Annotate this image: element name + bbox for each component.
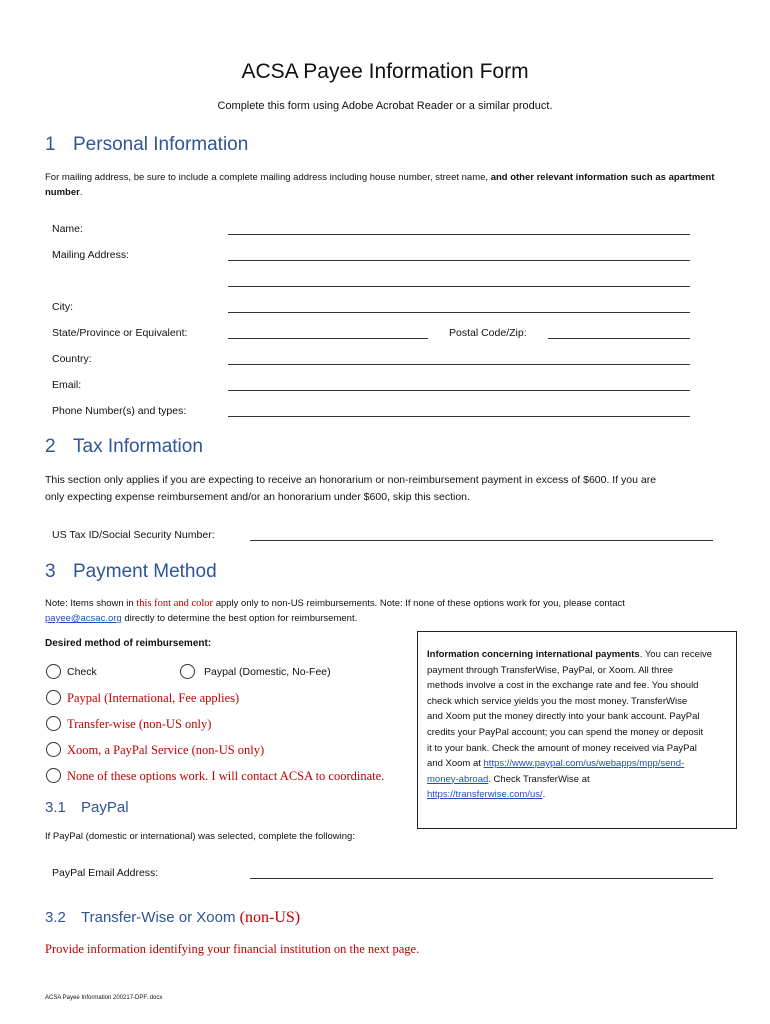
mailing-address-field-2[interactable] [228, 286, 690, 287]
section-1-heading [45, 134, 248, 156]
desired-method-label: Desired method of reimbursement: [45, 638, 212, 649]
city-field[interactable] [228, 312, 690, 313]
payee-email-link[interactable]: payee@acsac.org [45, 613, 122, 624]
section-2-intro: This section only applies if you are expecting to receive an honorarium or non-reimbursement payment in excess of $600. If you are only expecting expense reimbursement and/or an honorarium under $600, skip this section. [45, 474, 657, 503]
section-2-number: 2 [45, 436, 56, 457]
section-3-heading [45, 561, 217, 583]
paypal-email-label: PayPal Email Address: [52, 867, 159, 879]
country-label: Country: [52, 353, 92, 365]
section-3-2-non-us: (non-US) [239, 909, 301, 926]
postal-code-field[interactable] [548, 338, 690, 339]
paypal-domestic-label: Paypal (Domestic, No-Fee) [204, 666, 331, 678]
name-field[interactable] [228, 234, 690, 235]
country-field[interactable] [228, 364, 690, 365]
section-3-1-title: PayPal [81, 799, 129, 816]
section-1-title: Personal Information [73, 134, 249, 155]
none-label: None of these options work. I will contact ACSA to coordinate. [67, 769, 385, 783]
phone-label: Phone Number(s) and types: [52, 405, 187, 417]
transferwise-radio[interactable] [46, 716, 61, 731]
ssn-label: US Tax ID/Social Security Number: [52, 529, 215, 541]
section-1-number: 1 [45, 134, 56, 155]
page-title: ACSA Payee Information Form [241, 60, 529, 83]
section-3-title: Payment Method [73, 561, 217, 582]
section-3-1-heading [45, 799, 129, 816]
mailing-address-field-1[interactable] [228, 260, 690, 261]
email-label: Email: [52, 379, 82, 391]
check-label: Check [67, 666, 97, 678]
paypal-send-money-link-1[interactable]: https://www.paypal.com/us/webapps/mpp/send- [483, 758, 685, 770]
mailing-address-label: Mailing Address: [52, 249, 130, 261]
section-3-note: Note: Items shown in this font and color apply only to non-US reimbursements. Note: If none of these options work for you, please contact payee@acsac.org directly to determine the best option for reimbursement. [45, 598, 625, 624]
name-label: Name: [52, 223, 83, 235]
paypal-domestic-radio[interactable] [180, 664, 195, 679]
section-3-2-number: 3.2 [45, 909, 66, 926]
city-label: City: [52, 301, 73, 313]
footer-filename: ACSA Payee Information 200217-DPF. docx [45, 995, 163, 1001]
none-radio[interactable] [46, 768, 61, 783]
state-field[interactable] [228, 338, 428, 339]
section-2-title: Tax Information [73, 436, 203, 457]
section-3-2-title: Transfer-Wise or Xoom [81, 909, 236, 926]
section-3-number: 3 [45, 561, 56, 582]
paypal-send-money-link-2[interactable]: money-abroad [427, 773, 489, 785]
check-radio[interactable] [46, 664, 61, 679]
international-payments-info-box: Information concerning international payments. You can receive payment through TransferWise, PayPal, or Xoom. All three methods involve a cost in the exchange rate and fee. You should check which service yields you the most money. TransferWise and Xoom put the money directly into your bank account. PayPal credits your PayPal account; you can spend the money or deposit it to your bank. Check the amount of money received via PayPal and Xoom at https://www.paypal.com/us/webapps/mpp/send- money-abroad. Check TransferWise at https://transferwise.com/us/. [417, 631, 737, 829]
state-label: State/Province or Equivalent: [52, 327, 188, 339]
section-2-heading [45, 436, 203, 458]
transferwise-link[interactable]: https://transferwise.com/us/ [427, 789, 543, 801]
section-3-2-note: Provide information identifying your financial institution on the next page. [45, 942, 420, 956]
paypal-international-radio[interactable] [46, 690, 61, 705]
xoom-label: Xoom, a PayPal Service (non-US only) [67, 743, 265, 757]
section-1-intro: For mailing address, be sure to include a complete mailing address including house number, street name, and other relevant information such as apartment number. [45, 172, 715, 198]
ssn-field[interactable] [250, 540, 713, 541]
page-subtitle: Complete this form using Adobe Acrobat Reader or a similar product. [217, 100, 553, 112]
phone-field[interactable] [228, 416, 690, 417]
section-3-2-heading [45, 909, 300, 927]
paypal-email-field[interactable] [250, 878, 713, 879]
xoom-radio[interactable] [46, 742, 61, 757]
postal-code-label: Postal Code/Zip: [449, 327, 527, 339]
section-3-1-intro: If PayPal (domestic or international) was selected, complete the following: [45, 831, 355, 842]
email-field[interactable] [228, 390, 690, 391]
transferwise-label: Transfer-wise (non-US only) [67, 717, 212, 731]
section-3-1-number: 3.1 [45, 799, 66, 816]
paypal-international-label: Paypal (International, Fee applies) [67, 691, 240, 705]
